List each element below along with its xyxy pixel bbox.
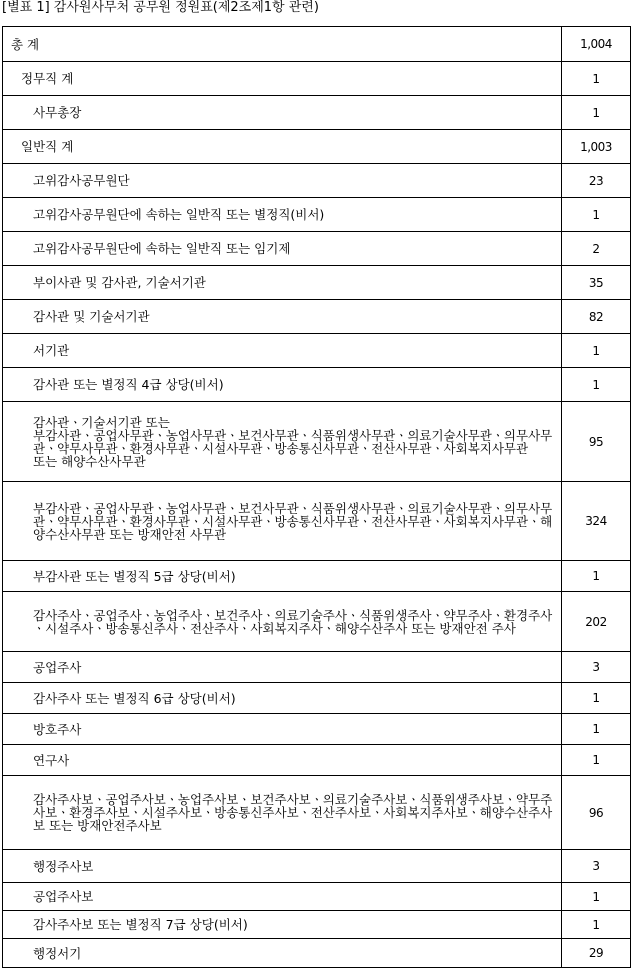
table-row (3, 164, 631, 198)
headcount-value: 1 (592, 722, 600, 736)
position-name-cell (3, 402, 562, 482)
table-row (3, 776, 631, 850)
table-row (3, 745, 631, 776)
position-name-cell (3, 776, 562, 850)
position-name-cell (3, 198, 562, 232)
position-name-cell (3, 164, 562, 198)
table-row (3, 232, 631, 266)
headcount-value: 23 (588, 173, 604, 188)
position-name-cell (3, 561, 562, 592)
headcount-value: 1 (592, 71, 600, 86)
headcount-cell (562, 850, 631, 883)
headcount-value: 3 (592, 859, 600, 873)
headcount-value: 95 (588, 434, 604, 449)
headcount-cell (562, 883, 631, 911)
headcount-cell (562, 683, 631, 714)
headcount-value: 1 (592, 343, 600, 358)
headcount-cell (562, 368, 631, 402)
position-name-cell (3, 482, 562, 561)
position-name-cell (3, 232, 562, 266)
position-name-cell (3, 883, 562, 911)
position-name: 사무총장 (33, 105, 82, 120)
headcount-cell (562, 300, 631, 334)
headcount-cell (562, 561, 631, 592)
headcount-value: 96 (588, 805, 604, 820)
table-row (3, 266, 631, 300)
position-name: 부감사관 또는 별정직 5급 상당(비서) (33, 568, 236, 584)
headcount-cell (562, 96, 631, 130)
headcount-cell (562, 130, 631, 164)
headcount-cell (562, 198, 631, 232)
position-name-cell (3, 130, 562, 164)
headcount-cell (562, 164, 631, 198)
headcount-cell (562, 939, 631, 968)
table-row (3, 714, 631, 745)
headcount-value: 1 (592, 889, 600, 904)
headcount-cell (562, 266, 631, 300)
table-row (3, 368, 631, 402)
headcount-cell (562, 745, 631, 776)
position-name-cell (3, 850, 562, 883)
table-body (3, 27, 631, 968)
headcount-value: 1 (592, 569, 600, 583)
position-name: 행정서기 (33, 945, 82, 961)
position-name-cell (3, 745, 562, 776)
position-name: 감사관 및 기술서기관 (33, 309, 150, 324)
headcount-value: 324 (585, 514, 607, 528)
headcount-cell (562, 714, 631, 745)
position-name: 감사주사보 또는 별정직 7급 상당(비서) (33, 917, 248, 932)
position-name: 행정주사보 (33, 858, 94, 874)
position-name-cell (3, 62, 562, 96)
headcount-value: 1 (592, 691, 600, 705)
table-row (3, 198, 631, 232)
document-title: [별표 1] 감사원사무처 공무원 정원표(제2조제1항 관련) (2, 0, 319, 15)
headcount-cell (562, 652, 631, 683)
table-row (3, 561, 631, 592)
headcount-cell (562, 62, 631, 96)
position-name: 공업주사보 (33, 889, 94, 904)
headcount-value: 35 (588, 275, 604, 290)
position-name-cell (3, 27, 562, 62)
headcount-cell (562, 482, 631, 561)
position-name-cell (3, 96, 562, 130)
table-row (3, 482, 631, 561)
table-row (3, 592, 631, 652)
headcount-value: 1,003 (580, 139, 612, 154)
table-row (3, 300, 631, 334)
headcount-value: 1 (592, 753, 600, 767)
position-name-cell (3, 592, 562, 652)
position-name: 방호주사 (33, 721, 82, 737)
headcount-cell (562, 592, 631, 652)
position-name-cell (3, 911, 562, 939)
headcount-value: 2 (592, 241, 600, 256)
table-row (3, 911, 631, 939)
table-row (3, 402, 631, 482)
position-name: 정무직 계 (21, 71, 74, 86)
position-name: 감사주사ㆍ공업주사ㆍ농업주사ㆍ보건주사ㆍ의료기술주사ㆍ식품위생주사ㆍ약무주사ㆍ환경주사ㆍ시설주사ㆍ방송통신주사ㆍ전산주사ㆍ사회복지주사ㆍ해양수산주사 또는 방재안전 주사 (33, 607, 553, 636)
position-name-cell (3, 266, 562, 300)
headcount-value: 202 (585, 614, 607, 629)
headcount-value: 1 (592, 207, 600, 222)
headcount-cell (562, 27, 631, 62)
table-row (3, 27, 631, 62)
table-row (3, 883, 631, 911)
position-name: 연구사 (33, 752, 70, 768)
table-row (3, 130, 631, 164)
headcount-cell (562, 911, 631, 939)
position-name: 부이사관 및 감사관, 기술서기관 (33, 275, 206, 290)
position-name: 감사주사보ㆍ공업주사보ㆍ농업주사보ㆍ보건주사보ㆍ의료기술주사보ㆍ식품위생주사보ㆍ약무주사보ㆍ환경주사보ㆍ시설주사보ㆍ방송통신주사보ㆍ전산주사보ㆍ사회복지주사보ㆍ해양수산주사보 또는 방재안전주사보 (33, 792, 553, 833)
headcount-cell (562, 402, 631, 482)
table-row (3, 939, 631, 968)
table-row (3, 334, 631, 368)
headcount-value: 1,004 (580, 37, 612, 51)
staff-quota-table (2, 26, 631, 968)
position-name-cell (3, 939, 562, 968)
position-name-cell (3, 714, 562, 745)
position-name-cell (3, 368, 562, 402)
position-name: 부감사관ㆍ공업사무관ㆍ농업사무관ㆍ보건사무관ㆍ식품위생사무관ㆍ의료기술사무관ㆍ의무사무관ㆍ약무사무관ㆍ환경사무관ㆍ시설사무관ㆍ방송통신사무관ㆍ전산사무관ㆍ사회복지사무관ㆍ해양수산사무관 또는 방재안전 사무관 (33, 500, 553, 542)
position-name-cell (3, 300, 562, 334)
position-name: 고위감사공무원단에 속하는 일반직 또는 별정직(비서) (33, 207, 325, 222)
position-name: 감사관 또는 별정직 4급 상당(비서) (33, 377, 224, 392)
headcount-value: 1 (592, 105, 600, 120)
position-name: 감사주사 또는 별정직 6급 상당(비서) (33, 690, 236, 706)
headcount-value: 3 (592, 660, 600, 674)
position-name: 총 계 (11, 36, 40, 52)
position-name: 고위감사공무원단에 속하는 일반직 또는 임기제 (33, 241, 291, 256)
headcount-cell (562, 232, 631, 266)
table-row (3, 652, 631, 683)
position-name: 고위감사공무원단 (33, 173, 130, 188)
headcount-value: 82 (588, 309, 604, 324)
position-name-cell (3, 652, 562, 683)
table-row (3, 96, 631, 130)
position-name: 서기관 (33, 343, 70, 358)
position-name-cell (3, 683, 562, 714)
position-name: 일반직 계 (21, 139, 74, 154)
position-name: 공업주사 (33, 659, 82, 675)
headcount-value: 29 (588, 946, 604, 960)
headcount-value: 1 (592, 917, 600, 932)
table-row (3, 850, 631, 883)
headcount-cell (562, 334, 631, 368)
table-row (3, 62, 631, 96)
table-row (3, 683, 631, 714)
position-name-cell (3, 334, 562, 368)
position-name: 감사관ㆍ기술서기관 또는 부감사관ㆍ공업사무관ㆍ농업사무관ㆍ보건사무관ㆍ식품위생사무관ㆍ의료기술사무관ㆍ의무사무관ㆍ약무사무관ㆍ환경사무관ㆍ시설사무관ㆍ방송통신사무관ㆍ전산사무관ㆍ사회복지사무관 또는 해양수산사무관 (33, 414, 553, 469)
headcount-cell (562, 776, 631, 850)
headcount-value: 1 (592, 377, 600, 392)
